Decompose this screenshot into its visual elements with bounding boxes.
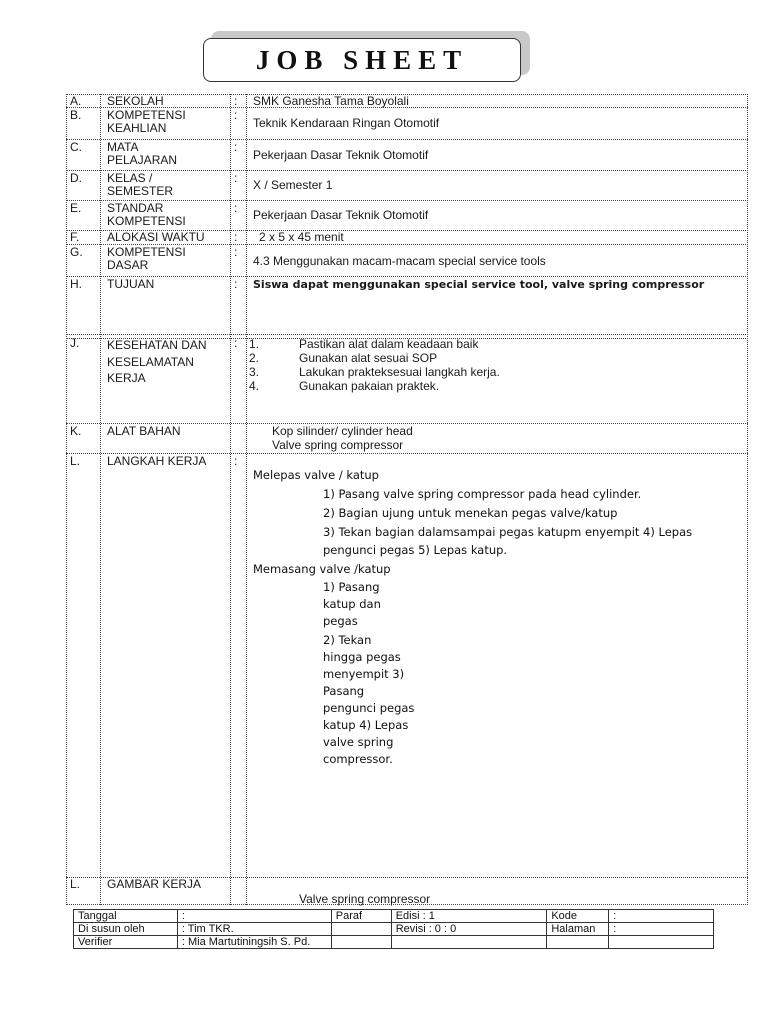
- row-letter: A.: [70, 94, 82, 108]
- memasang-line: 2) Tekan: [323, 633, 372, 647]
- title-box: [203, 38, 521, 82]
- row-value-kelas: X / Semester 1: [253, 178, 333, 192]
- row-label: GAMBAR KERJA: [107, 877, 202, 891]
- footer-cell: [391, 936, 547, 949]
- row-colon: :: [234, 454, 238, 468]
- row-letter: L.: [70, 454, 81, 468]
- memasang-line: compressor.: [323, 752, 393, 766]
- row-label: KELAS / SEMESTER: [107, 171, 174, 198]
- footer-cell: Paraf: [331, 910, 391, 923]
- row-label: STANDAR KOMPETENSI: [107, 201, 186, 228]
- column-divider: [230, 94, 231, 905]
- k3-number: 3.: [249, 365, 260, 379]
- row-colon: :: [234, 277, 238, 291]
- footer-cell: [609, 936, 714, 949]
- footer-row: [74, 910, 714, 923]
- row-colon: :: [234, 336, 238, 350]
- job-sheet-table: [66, 94, 748, 905]
- row-letter: F.: [70, 230, 80, 244]
- melepas-step: pengunci pegas 5) Lepas katup.: [323, 543, 508, 557]
- footer-row: [74, 923, 714, 936]
- gambar-kerja-caption: Valve spring compressor: [299, 892, 431, 906]
- table-border-right: [747, 94, 748, 905]
- row-divider: [66, 170, 748, 171]
- k3-number: 1.: [249, 337, 260, 351]
- footer-cell: : Tim TKR.: [177, 923, 331, 936]
- row-label: LANGKAH KERJA: [107, 454, 207, 468]
- row-value-mata-pelajaran: Pekerjaan Dasar Teknik Otomotif: [253, 148, 429, 162]
- row-letter: G.: [70, 245, 83, 259]
- memasang-line: pegas: [323, 614, 358, 628]
- footer-cell: [331, 936, 391, 949]
- memasang-line: menyempit 3): [323, 667, 405, 681]
- memasang-line: Pasang: [323, 684, 365, 698]
- melepas-step: 1) Pasang valve spring compressor pada head cylinder.: [323, 487, 642, 501]
- k3-number: 2.: [249, 351, 260, 365]
- row-divider: [66, 139, 748, 140]
- memasang-line: hingga pegas: [323, 650, 401, 664]
- row-label: KOMPETENSI KEAHLIAN: [107, 108, 186, 135]
- k3-item: Lakukan prakteksesuai langkah kerja.: [299, 365, 500, 379]
- footer-cell: Verifier: [74, 936, 178, 949]
- column-divider: [100, 94, 101, 905]
- row-letter: B.: [70, 108, 82, 122]
- row-divider: [66, 200, 748, 201]
- footer-row: [74, 936, 714, 949]
- memasang-line: katup 4) Lepas: [323, 718, 409, 732]
- row-divider: [66, 334, 748, 335]
- row-label: SEKOLAH: [107, 94, 164, 108]
- footer-cell: Edisi : 1: [391, 910, 547, 923]
- column-divider: [246, 94, 247, 905]
- row-value-alokasi-waktu: 2 x 5 x 45 menit: [259, 230, 344, 244]
- footer-cell: :: [609, 923, 714, 936]
- row-colon: :: [234, 94, 238, 108]
- row-colon: :: [234, 108, 238, 122]
- row-label: MATA PELAJARAN: [107, 140, 178, 167]
- row-letter: L.: [70, 877, 81, 891]
- row-value-tujuan: Siswa dapat menggunakan special service tool, valve spring compressor: [253, 278, 705, 291]
- memasang-line: katup dan: [323, 597, 381, 611]
- footer-cell: Halaman: [547, 923, 609, 936]
- footer-cell: :: [609, 910, 714, 923]
- row-label: ALAT BAHAN: [107, 424, 181, 438]
- table-border-left: [66, 94, 67, 905]
- row-label: ALOKASI WAKTU: [107, 230, 205, 244]
- row-value-sekolah: SMK Ganesha Tama Boyolali: [253, 94, 409, 108]
- row-letter: C.: [70, 140, 82, 154]
- row-label: KESEHATAN DAN KESELAMATAN KERJA: [107, 338, 207, 385]
- row-letter: J.: [70, 336, 80, 350]
- k3-item: Gunakan alat sesuai SOP: [299, 351, 438, 365]
- row-colon: :: [234, 245, 238, 259]
- row-value-kompetensi-keahlian: Teknik Kendaraan Ringan Otomotif: [253, 116, 440, 130]
- footer-cell: Revisi : 0 : 0: [391, 923, 547, 936]
- k3-number: 4.: [249, 379, 260, 393]
- row-colon: :: [234, 140, 238, 154]
- row-letter: H.: [70, 277, 82, 291]
- row-colon: :: [234, 171, 238, 185]
- memasang-line: 1) Pasang: [323, 580, 380, 594]
- row-label: KOMPETENSI DASAR: [107, 245, 186, 272]
- footer-cell: Di susun oleh: [74, 923, 178, 936]
- melepas-title: Melepas valve / katup: [253, 468, 379, 482]
- footer-cell: Tanggal: [74, 910, 178, 923]
- k3-item: Gunakan pakaian praktek.: [299, 379, 440, 393]
- k3-item: Pastikan alat dalam keadaan baik: [299, 337, 479, 351]
- row-value-standar-kompetensi: Pekerjaan Dasar Teknik Otomotif: [253, 208, 429, 222]
- footer-cell: Kode: [547, 910, 609, 923]
- row-label: TUJUAN: [107, 277, 155, 291]
- memasang-title: Memasang valve /katup: [253, 562, 391, 576]
- row-letter: K.: [70, 424, 82, 438]
- memasang-line: valve spring: [323, 735, 394, 749]
- row-colon: :: [234, 230, 238, 244]
- footer-cell: : Mia Martutiningsih S. Pd.: [177, 936, 331, 949]
- alat-bahan-item: Valve spring compressor: [272, 438, 404, 452]
- footer-table: [73, 909, 714, 949]
- melepas-step: 3) Tekan bagian dalamsampai pegas katupm enyempit 4) Lepas: [323, 525, 693, 539]
- row-value-kompetensi-dasar: 4.3 Menggunakan macam-macam special service tools: [253, 254, 546, 268]
- row-colon: :: [234, 201, 238, 215]
- footer-cell: [331, 923, 391, 936]
- alat-bahan-item: Kop silinder/ cylinder head: [272, 424, 413, 438]
- footer-cell: :: [177, 910, 331, 923]
- memasang-line: pengunci pegas: [323, 701, 415, 715]
- row-letter: E.: [70, 201, 82, 215]
- row-letter: D.: [70, 171, 82, 185]
- footer-cell: [547, 936, 609, 949]
- page-title: JOB SHEET: [255, 44, 469, 75]
- melepas-step: 2) Bagian ujung untuk menekan pegas valve/katup: [323, 506, 618, 520]
